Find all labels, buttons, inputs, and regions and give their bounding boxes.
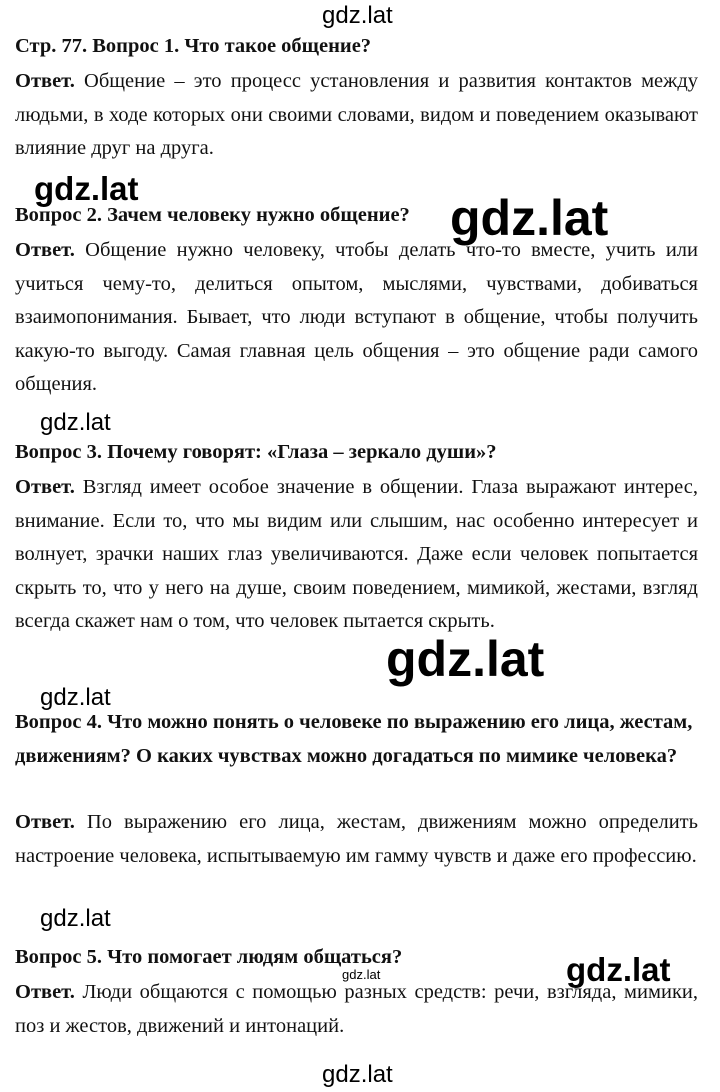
question-2: Вопрос 2. Зачем человеку нужно общение? <box>15 204 410 226</box>
answer-text: Общение – это процесс установления и развития контактов между людьми, в ходе которых они своими словами, видом и поведением оказывают влияние друг на друга. <box>15 70 698 159</box>
watermark: gdz.lat <box>34 170 139 207</box>
question-5: Вопрос 5. Что помогает людям общаться? <box>15 946 403 968</box>
answer-4 <box>15 806 698 873</box>
question-4: Вопрос 4. Что можно понять о человеке по выражению его лица, жестам, движениям? О каких чувствах можно догадаться по мимике человека? <box>15 711 693 767</box>
answer-label: Ответ. <box>15 239 75 261</box>
answer-text: По выражению его лица, жестам, движениям можно определить настроение человека, испытываемую им гамму чувств и даже его профессию. <box>15 811 698 867</box>
answer-label: Ответ. <box>15 70 75 92</box>
answer-label: Ответ. <box>15 476 75 498</box>
watermark: gdz.lat <box>40 684 111 711</box>
answer-label: Ответ. <box>15 981 75 1003</box>
watermark: gdz.lat <box>322 1061 393 1088</box>
watermark: gdz.lat <box>342 967 381 982</box>
watermark: gdz.lat <box>566 951 671 988</box>
watermark: gdz.lat <box>386 631 545 687</box>
answer-2 <box>15 234 698 402</box>
question-1: Стр. 77. Вопрос 1. Что такое общение? <box>15 35 372 57</box>
watermark: gdz.lat <box>40 905 111 932</box>
answer-3 <box>15 471 698 639</box>
answer-1 <box>15 65 698 166</box>
answer-label: Ответ. <box>15 811 75 833</box>
watermark: gdz.lat <box>322 2 393 29</box>
answer-text: Люди общаются с помощью разных средств: речи, взгляда, мимики, поз и жестов, движений и интонаций. <box>15 981 698 1037</box>
watermark: gdz.lat <box>40 409 111 436</box>
answer-text: Общение нужно человеку, чтобы делать что-то вместе, учить или учиться чему-то, делиться опытом, мыслями, чувствами, добиваться взаимопонимания. Бывает, что люди вступают в общение, чтобы получить какую-то выгоду. Самая главная цель общения – это общение ради самого общения. <box>15 239 698 395</box>
watermark: gdz.lat <box>450 190 609 246</box>
question-3: Вопрос 3. Почему говорят: «Глаза – зеркало души»? <box>15 441 497 463</box>
answer-text: Взгляд имеет особое значение в общении. Глаза выражают интерес, внимание. Если то, что мы видим или слышим, нас особенно интересует и волнует, зрачки наших глаз увеличиваются. Даже если человек попытается скрыть то, что у него на душе, своим поведением, мимикой, жестами, взгляд всегда скажет нам о том, что человек пытается скрыть. <box>15 476 698 632</box>
